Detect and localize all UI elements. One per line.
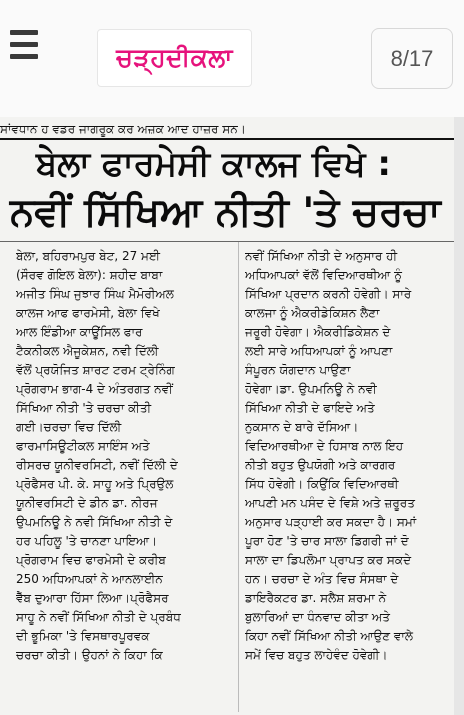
article-line-left: ਪ੍ਰੋਗਰਾਮ ਭਾਗ-4 ਦੇ ਅੰਤਰਗਤ ਨਵੀਂ: [16, 382, 173, 396]
article-line-right: ਅਧਿਆਪਕਾਂ ਵੱਲੋਂ ਵਿਦਿਆਰਥੀਆ ਨੂੰ: [245, 268, 402, 282]
article-line-right: ਸਿੱਖਿਆ ਪ੍ਰਦਾਨ ਕਰਨੀ ਹੋਵੇਗੀ। ਸਾਰੇ: [245, 287, 412, 301]
article-line-left: ਪ੍ਰੋਗਰਾਮ ਵਿਚ ਫਾਰਮੇਸੀ ਦੇ ਕਰੀਬ: [16, 553, 166, 567]
page-indicator-text: 8/17: [390, 45, 434, 71]
article-line-right: ਲਈ ਸਾਰੇ ਅਧਿਆਪਕਾਂ ਨੂੰ ਆਪਣਾ: [245, 344, 393, 358]
article-line-right: ਅਨੁਸਾਰ ਪੜ੍ਹਾਈ ਕਰ ਸਕਦਾ ਹੈ। ਸਮਾਂ: [245, 515, 417, 529]
article-line-right: ਹੋਵੇਗਾ।ਡਾ. ਉਪਮਨਿਊ ਨੇ ਨਵੀ: [245, 382, 377, 396]
article-line-right: ਨੁਕਸਾਨ ਦੇ ਬਾਰੇ ਦੱਸਿਆ।: [245, 420, 359, 434]
headline-line-2: ਨਵੀਂ ਸਿੱਖਿਆ ਨੀਤੀ 'ਤੇ ਚਰਚਾ: [10, 190, 441, 235]
article-line-right: ਬੁਲਾਰਿਆਂ ਦਾ ਧੰਨਵਾਦ ਕੀਤਾ ਅਤੇ: [245, 610, 390, 624]
article-line-right: ਜਰੂਰੀ ਹੋਵੇਗਾ। ਐਕਰੀਡਿਕੇਸ਼ਨ ਦੇ: [245, 325, 391, 339]
article-line-left: (ਸੌਰਵ ਗੋਇਲ ਬੇਲਾ): ਸ਼ਹੀਦ ਬਾਬਾ: [16, 268, 163, 282]
article-line-right: ਵਿਦਿਆਰਥੀਆ ਦੇ ਹਿਸਾਬ ਨਾਲ ਇਹ: [245, 439, 404, 453]
top-rule: [0, 138, 454, 140]
logo-text: ਚੜ੍ਹਦੀਕਲਾ: [116, 43, 233, 72]
article-line-left: ਦੀ ਭੂਮਿਕਾ 'ਤੇ ਵਿਸਥਾਰਪੂਰਵਕ: [16, 629, 150, 643]
hamburger-menu-icon[interactable]: [10, 30, 38, 66]
article-line-left: ਕਾਲਜ ਆਫ ਫਾਰਮੇਸੀ, ਬੇਲਾ ਵਿਖੇ: [16, 306, 160, 320]
article-line-left: ਫਾਰਮਾਸਿਊਟੀਕਲ ਸਾਇੰਸ ਅਤੇ: [16, 439, 150, 453]
article-line-left: ਯੂਨੀਵਰਸਿਟੀ ਦੇ ਡੀਨ ਡਾ. ਨੀਰਜ: [16, 496, 158, 510]
article-line-left: ਹਰ ਪਹਿਲੂ 'ਤੇ ਚਾਨਣਾ ਪਾਇਆ।: [16, 534, 158, 548]
column-divider: [238, 242, 239, 712]
article-line-left: ਬੇਲਾ, ਬਹਿਰਾਮਪੁਰ ਬੇਟ, 27 ਮਈ: [16, 249, 161, 263]
article-line-right: ਡਾਇਰੈਕਟਰ ਡਾ. ਸਲੈਸ਼ ਸ਼ਰਮਾ ਨੇ: [245, 591, 387, 605]
page-edge: [454, 117, 464, 715]
article-line-left: ਵੱਲੋਂ ਪ੍ਰਯੋਜਿਤ ਸ਼ਾਰਟ ਟਰਮ ਟ੍ਰੇਨਿੰਗ: [16, 363, 175, 377]
article-line-right: ਸਾਲਾ ਦਾ ਡਿਪਲੋਮਾ ਪ੍ਰਾਪਤ ਕਰ ਸਕਦੇ: [245, 553, 412, 567]
article-line-right: ਨਵੀਂ ਸਿੱਖਿਆ ਨੀਤੀ ਦੇ ਅਨੁਸਾਰ ਹੀ: [245, 249, 398, 263]
top-app-bar: [0, 0, 464, 117]
article-line-right: ਪੂਰਾ ਹੋਣ 'ਤੇ ਚਾਰ ਸਾਲਾ ਡਿਗਰੀ ਜਾਂ ਦੋ: [245, 534, 409, 548]
article-line-left: ਆਲ ਇੰਡੀਆ ਕਾਊਂਸਿਲ ਫਾਰ: [16, 325, 143, 339]
article-line-right: ਆਪਣੀ ਮਨ ਪਸੰਦ ਦੇ ਵਿਸ਼ੇ ਅਤੇ ਜ਼ਰੂਰਤ: [245, 496, 415, 510]
page-indicator-button[interactable]: [371, 28, 453, 89]
article-line-left: ਰੀਸਰਚ ਯੂਨੀਵਰਸਿਟੀ, ਨਵੀਂ ਦਿੱਲੀ ਦੇ: [16, 458, 178, 472]
newspaper-clipping: [0, 117, 464, 715]
article-column-left: [16, 247, 231, 665]
article-line-left: ਸਾਹੂ ਨੇ ਨਵੀਂ ਸਿੱਖਿਆ ਨੀਤੀ ਦੇ ਪ੍ਰਬੰਧ: [16, 610, 181, 624]
article-line-left: ਵੈੱਬ ਦੁਆਰਾ ਹਿੱਸਾ ਲਿਆ।ਪ੍ਰੋਫੈਸਰ: [16, 591, 169, 605]
article-line-right: ਕਿਹਾ ਨਵੀਂ ਸਿੱਖਿਆ ਨੀਤੀ ਆਉਣ ਵਾਲੇ: [245, 629, 413, 643]
article-line-left: ਚਰਚਾ ਕੀਤੀ। ਉਹਨਾਂ ਨੇ ਕਿਹਾ ਕਿ: [16, 648, 163, 662]
article-line-right: ਸਿੱਧ ਹੋਵੇਗੀ। ਕਿਉਂਕਿ ਵਿਦਿਆਰਥੀ: [245, 477, 399, 491]
headline-rule: [0, 241, 454, 242]
article-line-right: ਨੀਤੀ ਬਹੁਤ ਉਪਯੋਗੀ ਅਤੇ ਕਾਰਗਰ: [245, 458, 396, 472]
article-line-left: 250 ਅਧਿਆਪਕਾਂ ਨੇ ਆਨਲਾਈਨ: [16, 572, 163, 586]
article-line-left: ਟੈਕਨੀਕਲ ਐਜੂਕੇਸ਼ਨ, ਨਵੀ ਦਿੱਲੀ: [16, 344, 159, 358]
newspaper-logo[interactable]: [97, 29, 252, 87]
article-line-left: ਪ੍ਰੋਫੈਸਰ ਪੀ. ਕੇ. ਸਾਹੂ ਅਤੇ ਪ੍ਰਿਉਲ: [16, 477, 174, 491]
article-line-right: ਸੰਪੂਰਨ ਯੋਗਦਾਨ ਪਾਉਣਾ: [245, 363, 351, 377]
headline-line-1: ਬੇਲਾ ਫਾਰਮੇਸੀ ਕਾਲਜ ਵਿਖੇ :: [36, 144, 392, 184]
article-line-left: ਉਪਮਨਿਊ ਨੇ ਨਵੀ ਸਿੱਖਿਆ ਨੀਤੀ ਦੇ: [16, 515, 173, 529]
article-line-left: ਅਜੀਤ ਸਿੰਘ ਜੁਝਾਰ ਸਿੰਘ ਮੈਮੋਰੀਅਲ: [16, 287, 174, 301]
article-line-left: ਗਈ।ਚਰਚਾ ਵਿਚ ਦਿੱਲੀ: [16, 420, 122, 434]
article-line-right: ਕਾਲਜਾ ਨੂੰ ਐਕਰੀਡੇਕਿਸ਼ਨ ਲੈਣਾ: [245, 306, 380, 320]
article-line-right: ਸਮੇਂ ਵਿਚ ਬਹੁਤ ਲਾਹੇਵੰਦ ਹੋਵੇਗੀ।: [245, 648, 388, 662]
article-line-right: ਹਨ। ਚਰਚਾ ਦੇ ਅੰਤ ਵਿਚ ਸੰਸਥਾ ਦੇ: [245, 572, 399, 586]
article-column-right: [245, 247, 445, 665]
article-line-right: ਸਿੱਖਿਆ ਨੀਤੀ ਦੇ ਫਾਇਦੇ ਅਤੇ: [245, 401, 375, 415]
previous-article-strip: ਸਾਂਵਧਾਨ ਹ ਵਡਰ ਜਾਗਰੂਕ ਕਰ ਅਜ਼ਕ ਆਦ ਹਾਜ਼ਰ ਸਨ।: [0, 122, 246, 136]
article-line-left: ਸਿੱਖਿਆ ਨੀਤੀ 'ਤੇ ਚਰਚਾ ਕੀਤੀ: [16, 401, 152, 415]
